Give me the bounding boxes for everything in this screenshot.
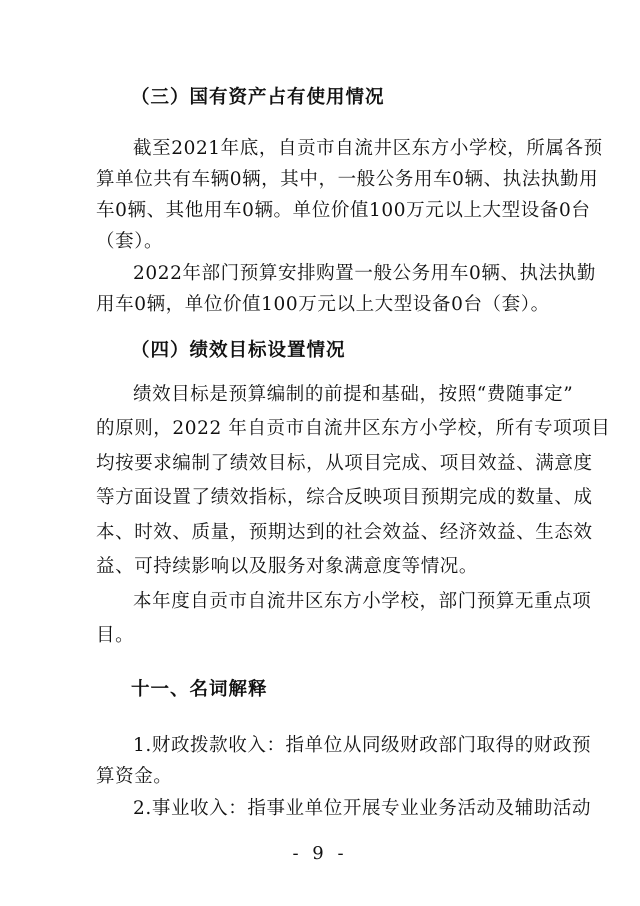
paragraph-line: 本年度自贡市自流井区东方小学校，部门预算无重点项 [133,591,592,612]
paragraph-line: 均按要求编制了绩效目标，从项目完成、项目效益、满意度 [96,453,593,474]
paragraph-line: 车0辆、其他用车0辆。单位价值100万元以上大型设备0台 [96,200,591,221]
paragraph-line: 的原则，2022 年自贡市自流井区东方小学校，所有专项项目 [96,418,611,439]
paragraph-line: 2022年部门预算安排购置一般公务用车0辆、执法执勤 [133,263,596,284]
paragraph-line: 益、可持续影响以及服务对象满意度等情况。 [96,556,479,577]
paragraph-line: 目。 [96,625,135,646]
paragraph-line: 用车0辆，单位价值100万元以上大型设备0台（套）。 [96,294,550,315]
page-number: - 9 - [292,843,348,864]
paragraph-line: 算资金。 [96,766,173,787]
paragraph-line: 算单位共有车辆0辆，其中，一般公务用车0辆、执法执勤用 [96,169,599,190]
section-heading-glossary: 十一、名词解释 [131,679,268,700]
paragraph-line: 绩效目标是预算编制的前提和基础，按照“费随事定” [133,384,574,405]
paragraph-line: 等方面设置了绩效指标，综合反映项目预期完成的数量、成 [96,487,593,508]
section-heading-performance: （四）绩效目标设置情况 [131,340,346,361]
paragraph-line: （套）。 [96,231,164,252]
paragraph-line: 2.事业收入：指事业单位开展专业业务活动及辅助活动 [133,798,592,819]
paragraph-line: 截至2021年底，自贡市自流井区东方小学校，所属各预 [133,138,603,159]
paragraph-line: 1.财政拨款收入：指单位从同级财政部门取得的财政预 [133,735,592,756]
paragraph-line: 本、时效、质量，预期达到的社会效益、经济效益、生态效 [96,522,593,543]
section-heading-assets: （三）国有资产占有使用情况 [131,87,385,108]
